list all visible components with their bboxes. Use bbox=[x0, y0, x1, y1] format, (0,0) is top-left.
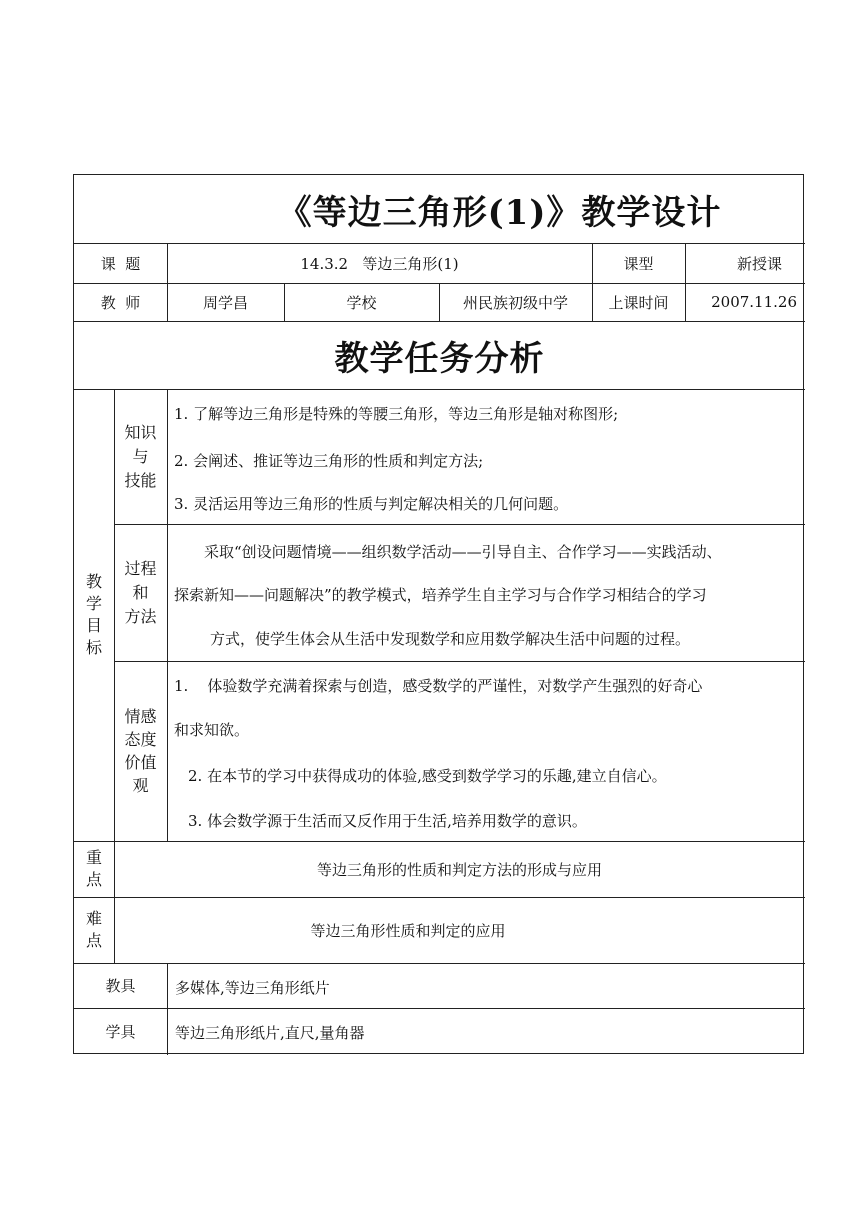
teaching-tools-label: 教具 bbox=[105, 977, 136, 995]
topic-label: 课 题 bbox=[100, 254, 141, 273]
process-methods-label bbox=[114, 524, 167, 661]
class-time-label: 上课时间 bbox=[608, 293, 669, 312]
key-point-text: 等边三角形的性质和判定方法的形成与应用 bbox=[316, 860, 602, 879]
col-divider bbox=[167, 389, 168, 841]
lesson-type-value: 新授课 bbox=[736, 254, 782, 273]
objectives-label-char: 学 bbox=[85, 594, 102, 613]
objectives-label-char: 教 bbox=[85, 572, 102, 591]
emotion-text-line: 和求知欲。 bbox=[174, 721, 250, 739]
section-title: 教学任务分析 bbox=[334, 338, 545, 379]
objectives-label-char: 标 bbox=[85, 638, 102, 657]
topic-value: 14.3.2 等边三角形(1) bbox=[300, 254, 459, 273]
process-text-line: 方式，使学生体会从生活中发现数学和应用数学解决生活中问题的过程。 bbox=[210, 630, 691, 648]
knowledge-item: 1. 了解等边三角形是特殊的等腰三角形，等边三角形是轴对称图形; bbox=[174, 405, 619, 423]
row-divider bbox=[114, 661, 805, 662]
label-part: 重 bbox=[85, 848, 102, 867]
school-label: 学校 bbox=[346, 293, 377, 312]
class-time-value: 2007.11.26 bbox=[711, 293, 797, 311]
process-text-line: 探索新知——问题解决”的教学模式，培养学生自主学习与合作学习相结合的学习 bbox=[174, 586, 707, 604]
col-divider bbox=[167, 963, 168, 1055]
label-part: 方法 bbox=[124, 606, 157, 626]
key-point-label bbox=[74, 841, 114, 897]
label-part: 难 bbox=[85, 909, 102, 928]
label-part: 情感 bbox=[124, 707, 157, 726]
label-part: 点 bbox=[85, 870, 102, 889]
label-part: 知识 bbox=[124, 422, 157, 442]
label-part: 态度 bbox=[124, 730, 157, 749]
emotion-text-line: 2. 在本节的学习中获得成功的体验,感受到数学学习的乐趣,建立自信心。 bbox=[188, 767, 667, 785]
emotion-attitude-label bbox=[114, 661, 167, 841]
emotion-text-line: 3. 体会数学源于生活而又反作用于生活,培养用数学的意识。 bbox=[188, 812, 587, 830]
row-divider bbox=[74, 1008, 805, 1009]
school-name: 州民族初级中学 bbox=[462, 293, 568, 312]
document-title: 《等边三角形(1)》教学设计 bbox=[277, 192, 722, 233]
label-part: 点 bbox=[85, 931, 102, 950]
learning-tools-text: 等边三角形纸片,直尺,量角器 bbox=[175, 1024, 365, 1042]
row-divider bbox=[114, 524, 805, 525]
process-text-line: 采取“创设问题情境——组织数学活动——引导自主、合作学习——实践活动、 bbox=[204, 543, 722, 561]
label-part: 价值 bbox=[124, 753, 157, 772]
difficulty-text: 等边三角形性质和判定的应用 bbox=[310, 921, 506, 940]
label-part: 过程 bbox=[124, 558, 157, 578]
teacher-label: 教 师 bbox=[100, 293, 141, 312]
knowledge-item: 2. 会阐述、推证等边三角形的性质和判定方法; bbox=[174, 452, 484, 470]
lesson-type-label: 课型 bbox=[623, 254, 654, 273]
objectives-label-char: 目 bbox=[85, 616, 102, 635]
objectives-label bbox=[74, 389, 114, 841]
row-divider bbox=[74, 963, 805, 964]
emotion-text-line: 1. 体验数学充满着探索与创造，感受数学的严谨性，对数学产生强烈的好奇心 bbox=[174, 677, 703, 695]
knowledge-skills-label bbox=[114, 389, 167, 524]
label-part: 观 bbox=[132, 776, 149, 795]
label-part: 技能 bbox=[124, 470, 157, 490]
teacher-name: 周学昌 bbox=[202, 293, 248, 312]
teaching-tools-text: 多媒体,等边三角形纸片 bbox=[175, 979, 330, 997]
row-divider bbox=[74, 389, 805, 390]
learning-tools-label: 学具 bbox=[105, 1022, 136, 1041]
lesson-plan-table bbox=[73, 174, 804, 1054]
knowledge-item: 3. 灵活运用等边三角形的性质与判定解决相关的几何问题。 bbox=[174, 495, 569, 513]
label-part: 与 bbox=[132, 446, 149, 466]
label-part: 和 bbox=[132, 582, 149, 602]
